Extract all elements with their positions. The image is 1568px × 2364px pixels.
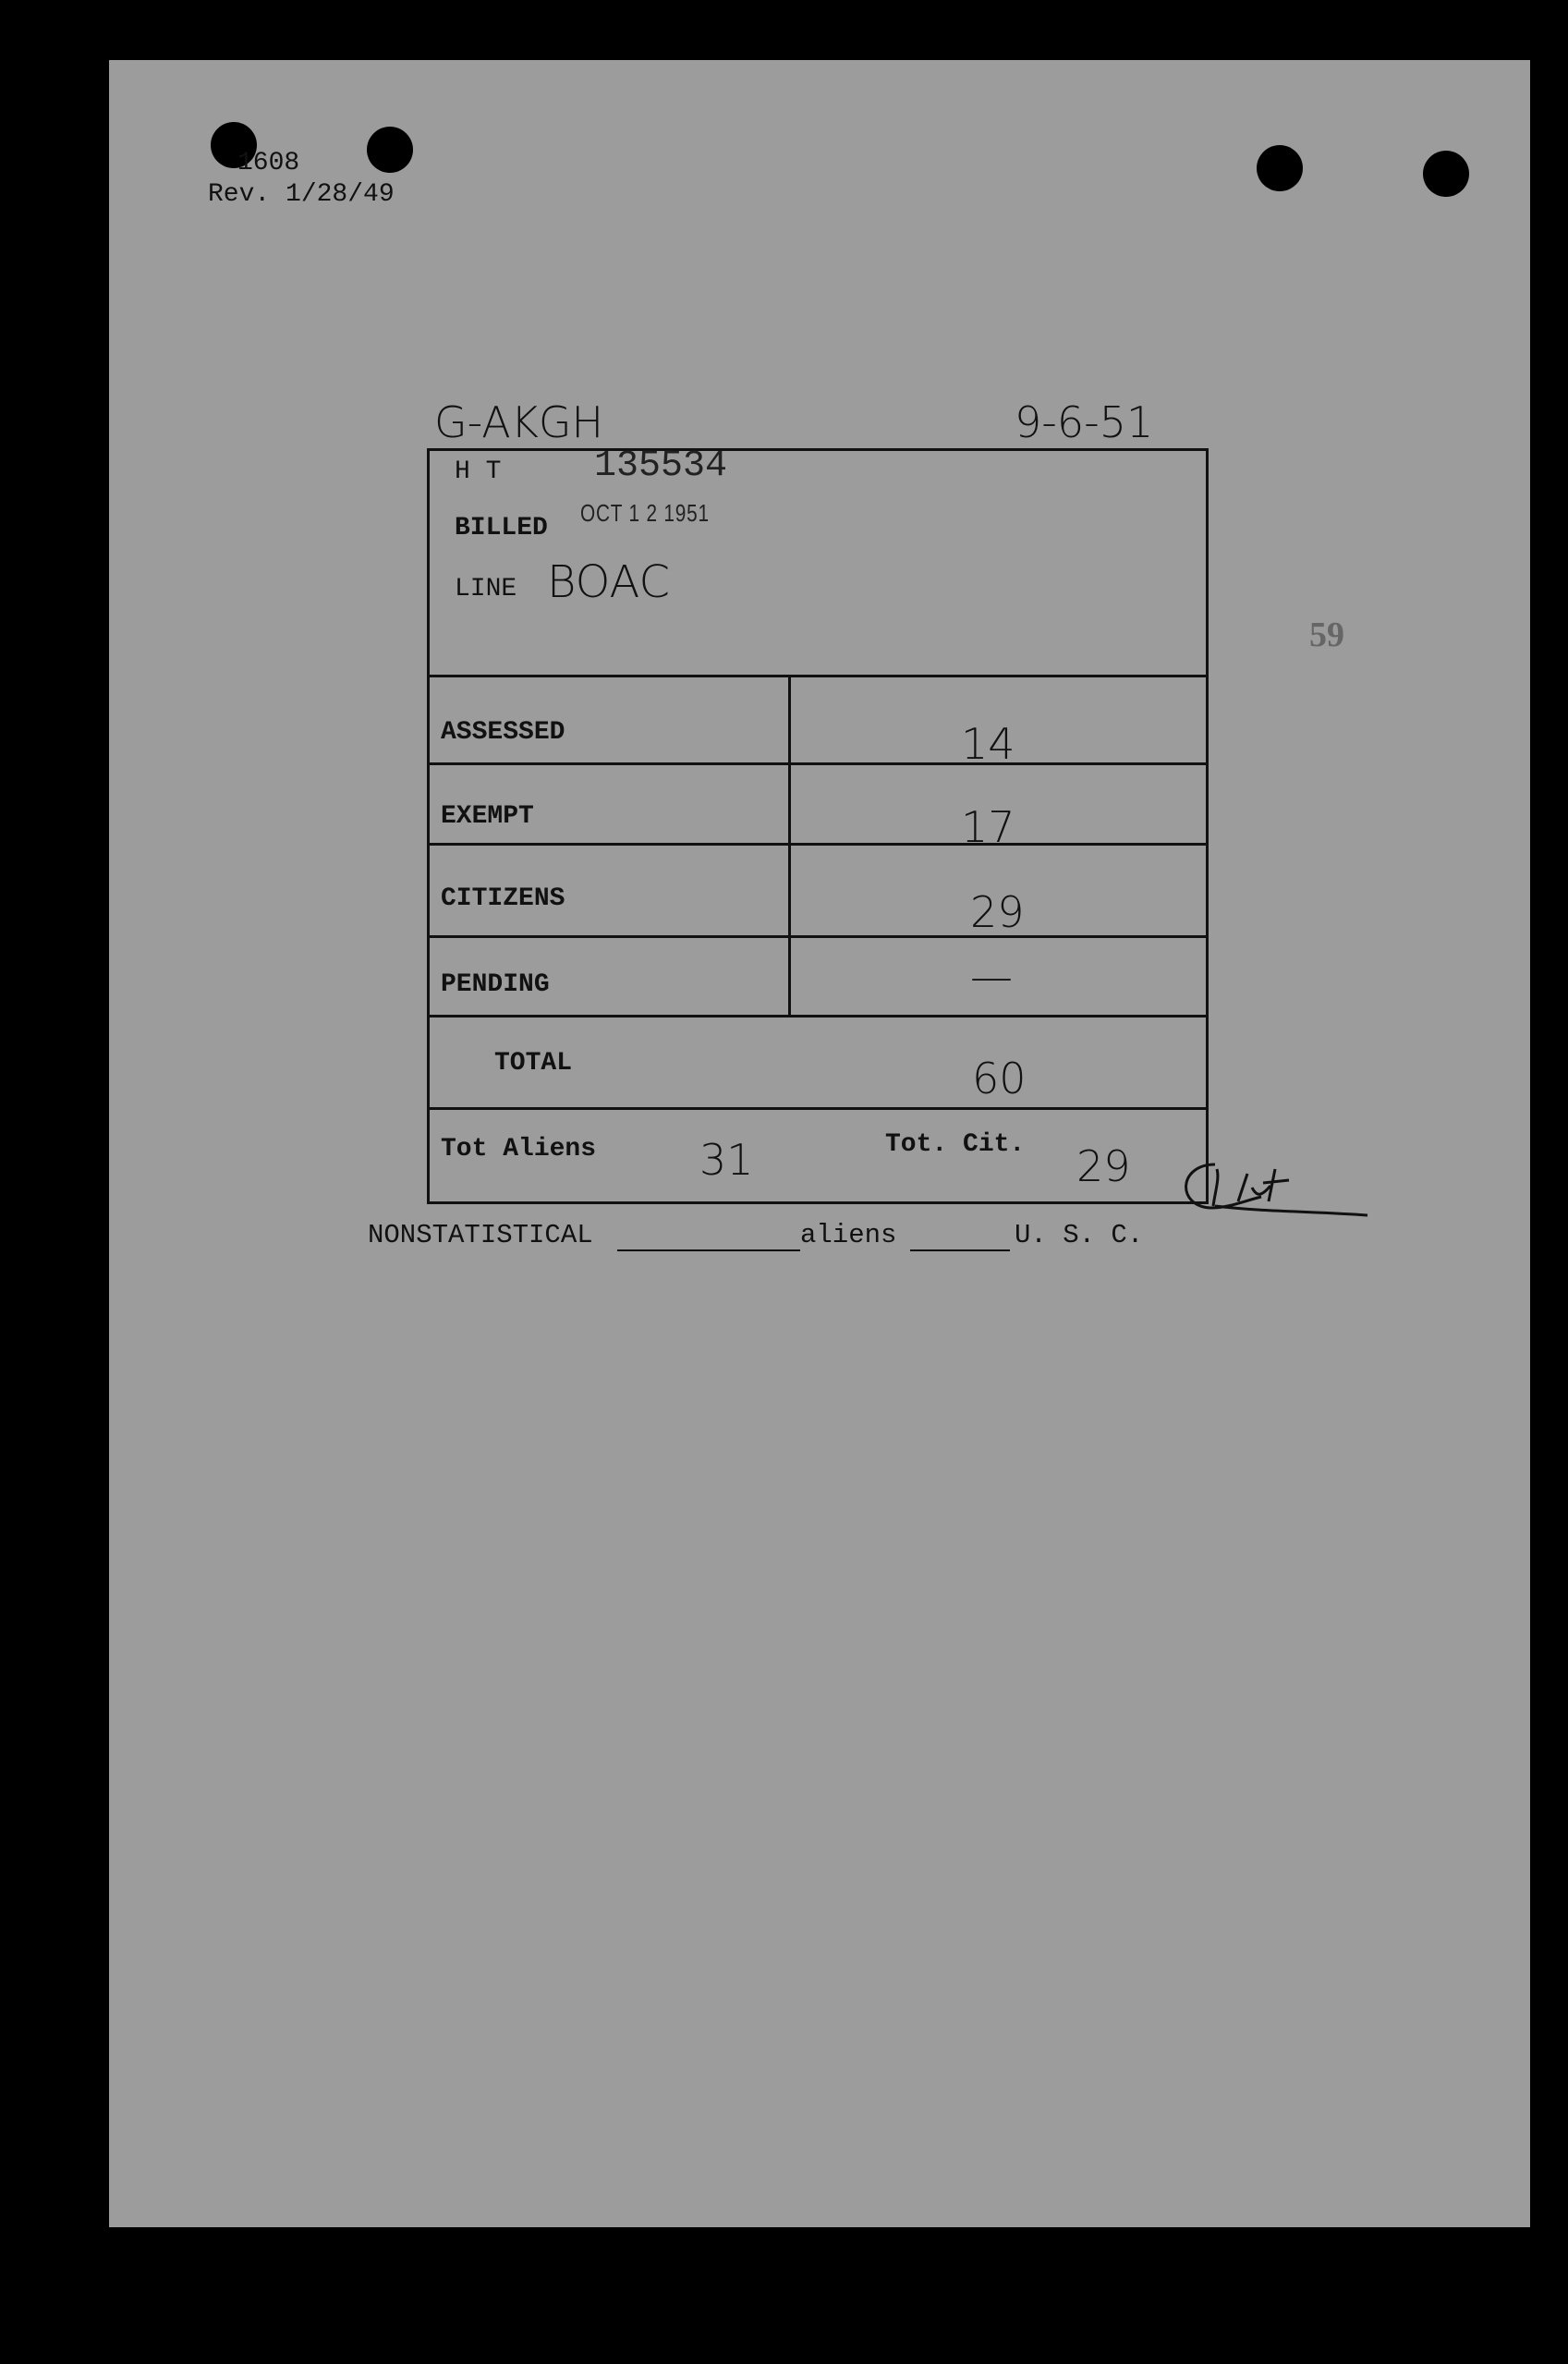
form-identifier: [208, 148, 395, 211]
tot-cit-value: 29: [1076, 1141, 1131, 1191]
initials-signature: [1160, 1151, 1372, 1225]
total-label: TOTAL: [494, 1049, 573, 1078]
billed-label: BILLED: [455, 514, 548, 542]
manifest-summary-table: [427, 448, 1209, 1204]
flight-date: 9-6-51: [1015, 397, 1154, 447]
divider: [427, 935, 1209, 938]
ht-number: 135534: [594, 445, 728, 487]
form-number: 1608: [237, 149, 300, 177]
tot-aliens-value: 31: [699, 1135, 754, 1185]
row-value-citizens: 29: [970, 887, 1025, 937]
usc-label: U. S. C.: [1015, 1220, 1144, 1250]
column-divider: [788, 675, 791, 1015]
form-revision: Rev. 1/28/49: [208, 180, 395, 209]
punch-hole: [1257, 145, 1303, 191]
nonstatistical-label: NONSTATISTICAL: [368, 1220, 593, 1250]
row-value-exempt: 17: [961, 802, 1015, 852]
tot-cit-label: Tot. Cit.: [885, 1130, 1026, 1159]
row-value-assessed: 14: [961, 719, 1015, 769]
row-label-pending: PENDING: [441, 970, 550, 999]
row-value-pending: —: [970, 952, 1013, 1002]
punch-hole: [1423, 151, 1469, 197]
row-label-citizens: CITIZENS: [441, 884, 565, 913]
ht-label: H T: [455, 457, 502, 486]
aliens-label: aliens: [800, 1220, 897, 1250]
aircraft-registration: G-AKGH: [434, 397, 604, 447]
divider: [427, 843, 1209, 846]
page-number: 59: [1309, 615, 1344, 654]
total-value: 60: [972, 1054, 1027, 1103]
divider: [427, 1107, 1209, 1110]
divider: [427, 675, 1209, 677]
aliens-blank: [910, 1249, 1010, 1251]
line-label: LINE: [455, 575, 517, 603]
divider: [427, 1015, 1209, 1017]
row-label-assessed: ASSESSED: [441, 718, 565, 747]
nonstatistical-blank: [617, 1249, 800, 1251]
divider: [427, 762, 1209, 765]
line-value: BOAC: [547, 556, 671, 608]
tot-aliens-label: Tot Aliens: [441, 1135, 597, 1164]
billed-date-stamp: OCT 1 2 1951: [580, 499, 710, 527]
row-label-exempt: EXEMPT: [441, 802, 534, 831]
